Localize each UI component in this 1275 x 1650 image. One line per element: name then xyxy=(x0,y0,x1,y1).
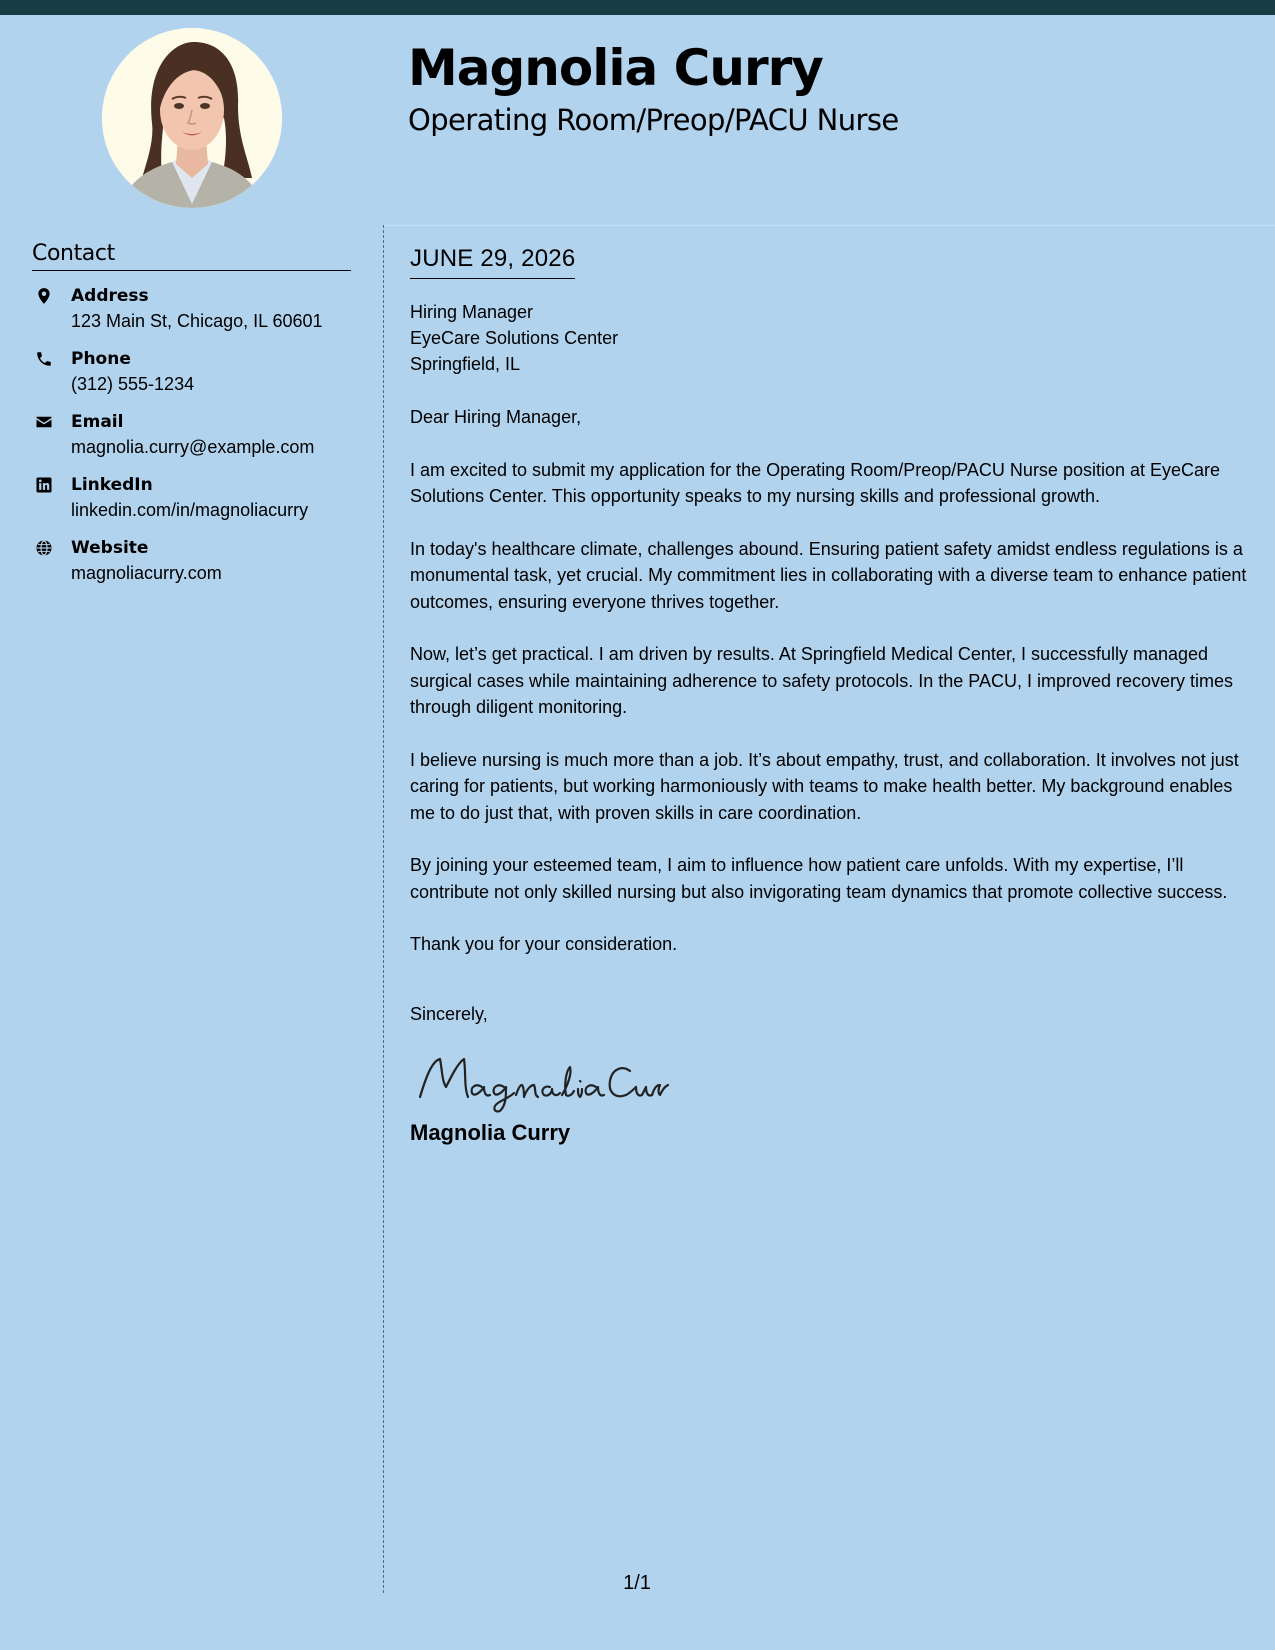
header-divider xyxy=(384,225,1275,226)
linkedin-value[interactable]: linkedin.com/in/magnoliacurry xyxy=(71,500,309,520)
letter-date: JUNE 29, 2026 xyxy=(410,244,575,279)
email-value[interactable]: magnolia.curry@example.com xyxy=(71,437,315,457)
contact-label: Address xyxy=(71,286,149,306)
contact-linkedin xyxy=(32,473,362,536)
map-pin-icon xyxy=(35,287,53,305)
profile-photo xyxy=(102,28,282,208)
globe-icon xyxy=(35,539,53,557)
letter-body xyxy=(410,457,1256,958)
signer-name: Magnolia Curry xyxy=(410,1120,571,1145)
body-paragraph: I am excited to submit my application for the Operating Room/Preop/PACU Nurse position at EyeCare Solutions Center. This opportunity speaks to my nursing skills and professional growth. xyxy=(410,459,1221,506)
contact-list xyxy=(32,284,362,599)
phone-value: (312) 555-1234 xyxy=(71,374,195,394)
body-paragraph: By joining your esteemed team, I aim to influence how patient care unfolds. With my expertise, I’ll contribute not only skilled nursing but also invigorating team dynamics that promote collective success. xyxy=(410,855,1228,902)
contact-label: Website xyxy=(71,538,149,558)
body-paragraph: In today's healthcare climate, challenges abound. Ensuring patient safety amidst endless regulations is a monumental task, yet crucial. My commitment lies in collaborating with a diverse team to enhance patient outcomes, ensuring everyone thrives together. xyxy=(410,538,1247,612)
website-value[interactable]: magnoliacurry.com xyxy=(71,563,222,583)
job-title: Operating Room/Preop/PACU Nurse xyxy=(408,103,899,137)
linkedin-icon xyxy=(35,476,53,494)
contact-heading: Contact xyxy=(32,240,351,271)
contact-email xyxy=(32,410,362,473)
envelope-icon xyxy=(35,413,53,431)
contact-label: Email xyxy=(71,412,124,432)
recipient-company: EyeCare Solutions Center xyxy=(410,328,619,348)
recipient-title: Hiring Manager xyxy=(410,302,534,322)
recipient-location: Springfield, IL xyxy=(410,354,521,374)
address-value: 123 Main St, Chicago, IL 60601 xyxy=(71,311,323,331)
body-paragraph: I believe nursing is much more than a job. It’s about empathy, trust, and collaboration. It involves not just caring for patients, but working harmoniously with teams to make health better. My background enables me to do just that, with proven skills in care coordination. xyxy=(410,749,1239,823)
page-number: 1/1 xyxy=(623,1572,651,1594)
contact-label: Phone xyxy=(71,349,131,369)
contact-address xyxy=(32,284,362,347)
phone-icon xyxy=(35,350,53,368)
closing: Sincerely, xyxy=(410,1003,488,1024)
body-paragraph: Thank you for your consideration. xyxy=(410,934,678,954)
body-paragraph: Now, let’s get practical. I am driven by results. At Springfield Medical Center, I successfully managed surgical cases while maintaining adherence to safety protocols. In the PACU, I improved recovery times through diligent monitoring. xyxy=(410,644,1234,717)
recipient-block xyxy=(410,299,1256,377)
cover-letter xyxy=(410,244,1256,1147)
handwritten-signature xyxy=(412,1047,1256,1115)
contact-phone xyxy=(32,347,362,410)
column-divider xyxy=(383,225,384,1593)
salutation: Dear Hiring Manager, xyxy=(410,407,582,427)
top-accent-bar xyxy=(0,0,1275,15)
contact-website xyxy=(32,536,362,599)
candidate-name: Magnolia Curry xyxy=(408,39,823,97)
contact-label: LinkedIn xyxy=(71,475,153,495)
